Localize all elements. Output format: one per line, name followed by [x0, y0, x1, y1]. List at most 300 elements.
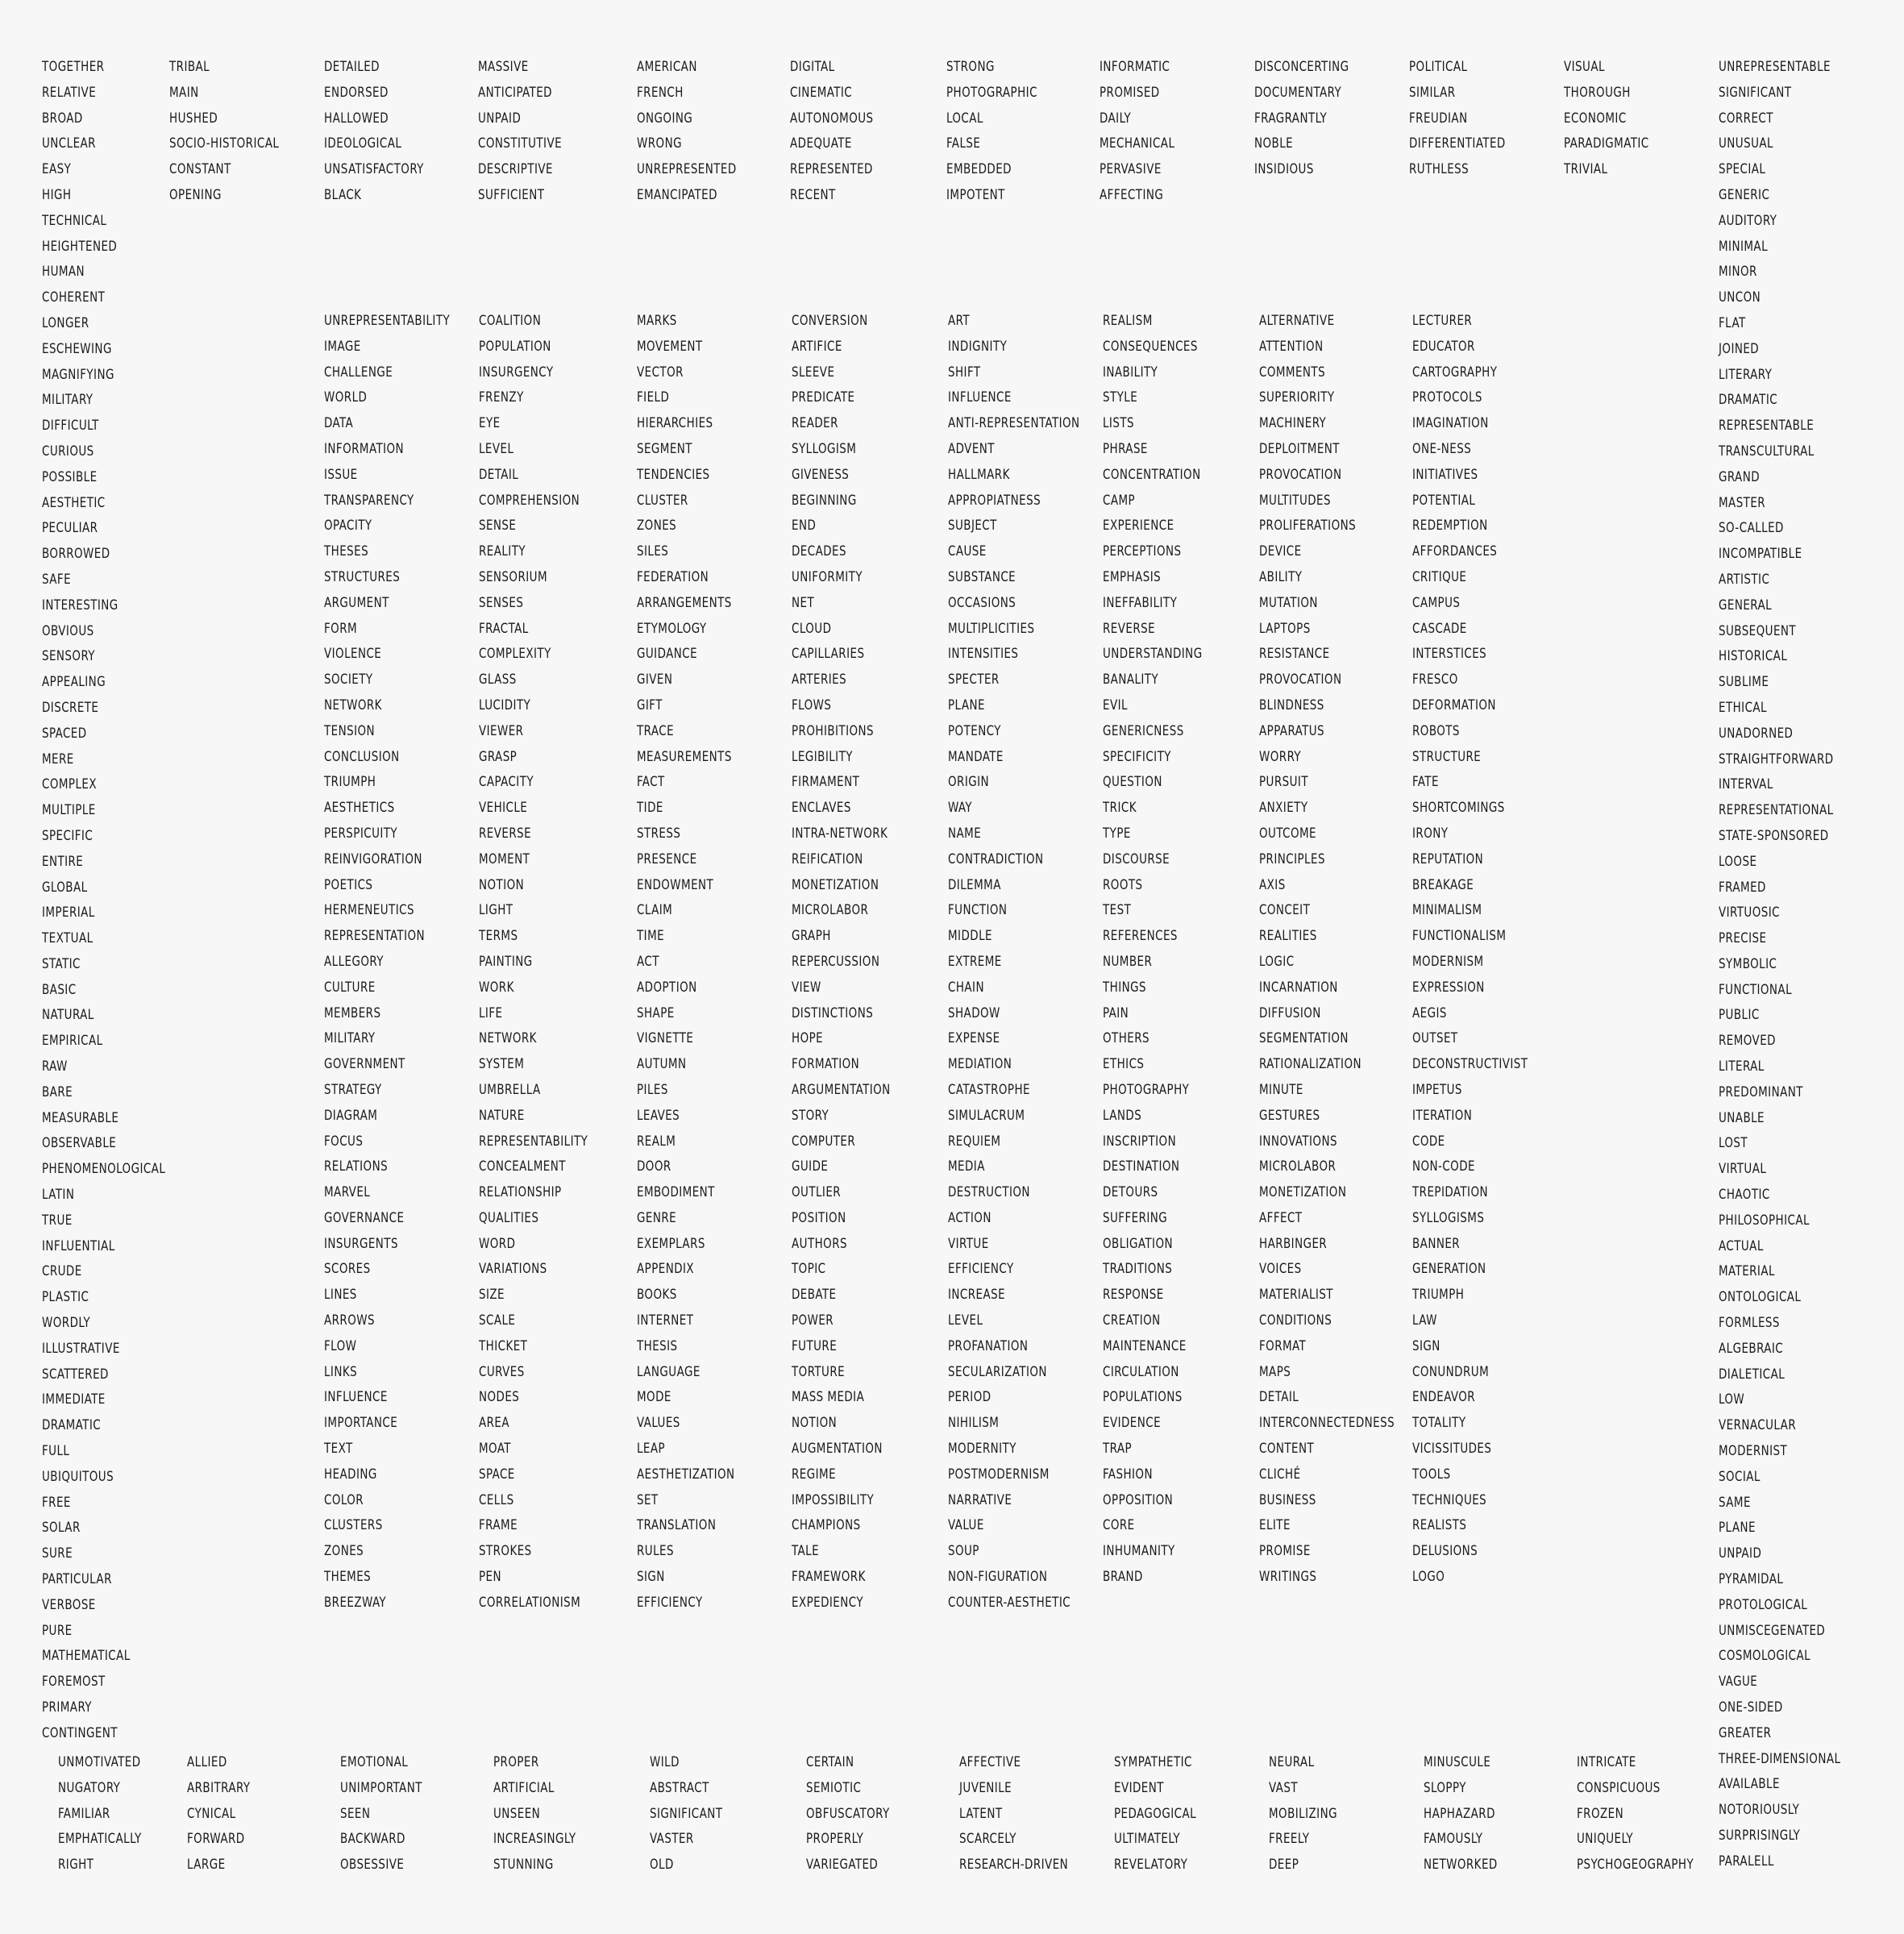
- word: THINGS: [1103, 979, 1146, 996]
- word: AUTUMN: [637, 1056, 687, 1073]
- noun-column-2: [479, 309, 603, 1616]
- word: DEVICE: [1259, 543, 1302, 560]
- word: SUFFICIENT: [478, 186, 545, 203]
- word: FORWARD: [187, 1831, 245, 1848]
- word: PRINCIPLES: [1259, 851, 1325, 867]
- word: CRUDE: [42, 1263, 82, 1280]
- word: FACT: [637, 774, 665, 791]
- word: REPRESENTABLE: [1719, 418, 1815, 435]
- word: OBVIOUS: [42, 622, 94, 639]
- word: INABILITY: [1103, 364, 1158, 381]
- word: AXIS: [1259, 876, 1286, 893]
- word: CONTENT: [1259, 1441, 1315, 1458]
- word: CORRELATIONISM: [479, 1594, 581, 1611]
- word: MASS MEDIA: [792, 1389, 865, 1406]
- word: GUIDANCE: [637, 646, 698, 663]
- word: CAUSE: [948, 543, 987, 560]
- word: MINUSCULE: [1424, 1754, 1491, 1770]
- word: MONETIZATION: [792, 876, 879, 893]
- word: COUNTER-AESTHETIC: [948, 1594, 1071, 1611]
- word: BANALITY: [1103, 672, 1159, 688]
- word: SOUP: [948, 1543, 979, 1560]
- word: SPECTER: [948, 672, 1000, 688]
- word: NOTORIOUSLY: [1719, 1802, 1800, 1819]
- word: SPACED: [42, 725, 87, 742]
- word: VALUE: [948, 1517, 984, 1534]
- word: MAPS: [1259, 1363, 1291, 1380]
- word: REPERCUSSION: [792, 953, 880, 970]
- word: IMAGINATION: [1412, 415, 1489, 432]
- word: IMPERIAL: [42, 905, 95, 921]
- noun-column-1: [324, 309, 467, 1616]
- word: STATE-SPONSORED: [1719, 827, 1829, 844]
- word: IDEOLOGICAL: [324, 135, 402, 152]
- noun-column-7: [1259, 309, 1413, 1591]
- word: GENRE: [637, 1209, 677, 1226]
- word: REVELATORY: [1114, 1857, 1188, 1874]
- word: VASTER: [650, 1831, 694, 1848]
- word: NAME: [948, 825, 982, 842]
- word: DETOURS: [1103, 1184, 1158, 1201]
- word: EVIL: [1103, 697, 1128, 713]
- word: MERE: [42, 751, 74, 767]
- word: MULTITUDES: [1259, 492, 1331, 509]
- word: SIMULACRUM: [948, 1107, 1025, 1124]
- word: TECHNICAL: [42, 212, 107, 229]
- word: SENSES: [479, 594, 524, 611]
- word: ART: [948, 313, 971, 329]
- word: PHILOSOPHICAL: [1719, 1212, 1810, 1229]
- word: CELLS: [479, 1491, 514, 1508]
- word: SYSTEM: [479, 1056, 525, 1073]
- word: LATIN: [42, 1187, 75, 1204]
- word: UNUSUAL: [1719, 135, 1773, 152]
- word: SET: [637, 1491, 659, 1508]
- word: DIALETICAL: [1719, 1366, 1786, 1383]
- word: AUTONOMOUS: [790, 110, 874, 127]
- word: TIDE: [637, 800, 663, 817]
- word: FATE: [1412, 774, 1439, 791]
- word: NATURE: [479, 1107, 525, 1124]
- word: LOST: [1719, 1135, 1748, 1152]
- word: CYNICAL: [187, 1805, 236, 1822]
- word: COHERENT: [42, 289, 106, 306]
- word: MEASURABLE: [42, 1109, 119, 1126]
- word: FREUDIAN: [1409, 110, 1468, 127]
- word: VISUAL: [1564, 59, 1605, 75]
- word: APPEALING: [42, 674, 106, 691]
- word: VARIEGATED: [806, 1857, 879, 1874]
- word: ENDOWMENT: [637, 876, 714, 893]
- word: RAW: [42, 1059, 68, 1075]
- word: CODE: [1412, 1133, 1445, 1150]
- word: ULTIMATELY: [1114, 1831, 1180, 1848]
- word: PLANE: [1719, 1520, 1756, 1537]
- word: INCARNATION: [1259, 979, 1338, 996]
- word: FRAGRANTLY: [1254, 110, 1328, 127]
- word: LITERAL: [1719, 1059, 1765, 1075]
- word: TEXTUAL: [42, 930, 94, 947]
- word: AMERICAN: [637, 59, 697, 75]
- noun-column-5: [948, 309, 1098, 1616]
- word: INSIDIOUS: [1254, 161, 1314, 178]
- word: OPENING: [169, 186, 222, 203]
- word: PEDAGOGICAL: [1114, 1805, 1197, 1822]
- word: SCORES: [324, 1261, 371, 1278]
- word: EXPEDIENCY: [792, 1594, 864, 1611]
- word: STRUCTURE: [1412, 748, 1482, 765]
- word: CASCADE: [1412, 620, 1467, 637]
- word: PAINTING: [479, 953, 533, 970]
- word: MODERNITY: [948, 1441, 1016, 1458]
- word: STATIC: [42, 955, 81, 972]
- word: PUBLIC: [1719, 1007, 1760, 1024]
- word: CORE: [1103, 1517, 1135, 1534]
- word: REPRESENTABILITY: [479, 1133, 588, 1150]
- word: AEGIS: [1412, 1004, 1447, 1021]
- word: FASHION: [1103, 1466, 1153, 1483]
- word: ROBOTS: [1412, 722, 1460, 739]
- word: AUTHORS: [792, 1235, 847, 1252]
- word: SENSORIUM: [479, 568, 548, 585]
- word: ITERATION: [1412, 1107, 1473, 1124]
- word: CAMPUS: [1412, 594, 1461, 611]
- word: MACHINERY: [1259, 415, 1327, 432]
- word: PLANE: [948, 697, 985, 713]
- word: UMBRELLA: [479, 1081, 541, 1098]
- word: REDEMPTION: [1412, 518, 1488, 534]
- word: FREE: [42, 1494, 71, 1511]
- word: MOBILIZING: [1269, 1805, 1337, 1822]
- word: ARTISTIC: [1719, 571, 1770, 588]
- word: GENERIC: [1719, 186, 1770, 203]
- word: SUFFERING: [1103, 1209, 1168, 1226]
- word: FIRMAMENT: [792, 774, 860, 791]
- word: GIVEN: [637, 672, 673, 688]
- word: MEDIATION: [948, 1056, 1012, 1073]
- bottom-column-1: [58, 1750, 153, 1878]
- word: IMPORTANCE: [324, 1415, 398, 1432]
- word: PRIMARY: [42, 1699, 92, 1716]
- word: STORY: [792, 1107, 829, 1124]
- word: NOBLE: [1254, 135, 1294, 152]
- word: CONCEIT: [1259, 902, 1311, 919]
- word: PROTOLOGICAL: [1719, 1596, 1808, 1613]
- word: LAW: [1412, 1312, 1437, 1329]
- word: HEIGHTENED: [42, 238, 118, 255]
- word: LATENT: [959, 1805, 1003, 1822]
- word: MASSIVE: [478, 59, 529, 75]
- word: ISSUE: [324, 466, 358, 483]
- word: WORRY: [1259, 748, 1302, 765]
- word: FALSE: [946, 135, 981, 152]
- word: NETWORKED: [1424, 1857, 1498, 1874]
- word: FORMAT: [1259, 1337, 1307, 1354]
- word: MATHEMATICAL: [42, 1648, 131, 1665]
- word: TRIUMPH: [1412, 1287, 1465, 1304]
- word: POLITICAL: [1409, 59, 1468, 75]
- word: ZONES: [637, 518, 677, 534]
- word: HISTORICAL: [1719, 648, 1788, 665]
- word: EFFICIENCY: [948, 1261, 1014, 1278]
- word: LEGIBILITY: [792, 748, 853, 765]
- word: MICROLABOR: [792, 902, 869, 919]
- word: WRONG: [637, 135, 682, 152]
- word: INCOMPATIBLE: [1719, 546, 1802, 563]
- word: SENSE: [479, 518, 517, 534]
- word: TRIUMPH: [324, 774, 376, 791]
- word: BREAKAGE: [1412, 876, 1474, 893]
- word: STROKES: [479, 1543, 532, 1560]
- word: HUMAN: [42, 264, 85, 281]
- word: PROPERLY: [806, 1831, 864, 1848]
- word: GENERATION: [1412, 1261, 1486, 1278]
- word: VIGNETTE: [637, 1030, 694, 1047]
- word: FRAME: [479, 1517, 518, 1534]
- word: FRENCH: [637, 84, 684, 101]
- word: RESPONSE: [1103, 1287, 1164, 1304]
- word: HUSHED: [169, 110, 218, 127]
- word: VERBOSE: [42, 1596, 96, 1613]
- word: DEFORMATION: [1412, 697, 1496, 713]
- word: POTENTIAL: [1412, 492, 1476, 509]
- word: OCCASIONS: [948, 594, 1016, 611]
- top-column-7: [946, 55, 1050, 209]
- word: LEVEL: [948, 1312, 983, 1329]
- word: INTRA-NETWORK: [792, 825, 888, 842]
- word: DIGITAL: [790, 59, 835, 75]
- word: REINVIGORATION: [324, 851, 422, 867]
- word: DECONSTRUCTIVIST: [1412, 1056, 1528, 1073]
- word: IMPOTENT: [946, 186, 1005, 203]
- word: MANDATE: [948, 748, 1004, 765]
- word: PREDICATE: [792, 389, 855, 406]
- word: UNREPRESENTED: [637, 161, 737, 178]
- word: INNOVATIONS: [1259, 1133, 1337, 1150]
- word: SEGMENT: [637, 440, 692, 457]
- word: ENCLAVES: [792, 800, 851, 817]
- word: STRATEGY: [324, 1081, 382, 1098]
- word: EXEMPLARS: [637, 1235, 705, 1252]
- word: WAY: [948, 800, 973, 817]
- word: ZONES: [324, 1543, 364, 1560]
- word: VIOLENCE: [324, 646, 382, 663]
- word: VECTOR: [637, 364, 684, 381]
- word: SOCIAL: [1719, 1468, 1761, 1485]
- word: ETHICS: [1103, 1056, 1145, 1073]
- word: EVIDENT: [1114, 1779, 1164, 1796]
- word: INSURGENCY: [479, 364, 554, 381]
- word: DRAMATIC: [42, 1417, 102, 1434]
- word: ALTERNATIVE: [1259, 313, 1335, 329]
- word: SIMILAR: [1409, 84, 1456, 101]
- word: OUTSET: [1412, 1030, 1458, 1047]
- word: SYMPATHETIC: [1114, 1754, 1192, 1770]
- word: SOCIO-HISTORICAL: [169, 135, 280, 152]
- noun-column-6: [1103, 309, 1216, 1591]
- bottom-column-6: [806, 1750, 901, 1878]
- word: CREATION: [1103, 1312, 1161, 1329]
- word: CARTOGRAPHY: [1412, 364, 1498, 381]
- word: BROAD: [42, 110, 83, 127]
- word: ALGEBRAIC: [1719, 1340, 1784, 1357]
- word: DECADES: [792, 543, 846, 560]
- word: UNCLEAR: [42, 135, 96, 152]
- bottom-column-3: [340, 1750, 434, 1878]
- word: TRUE: [42, 1212, 73, 1229]
- word: ARTERIES: [792, 672, 847, 688]
- top-column-9: [1254, 55, 1362, 183]
- word: RELATIONSHIP: [479, 1184, 562, 1201]
- word: TENDENCIES: [637, 466, 710, 483]
- word: PERSPICUITY: [324, 825, 398, 842]
- word: GOVERNMENT: [324, 1056, 405, 1073]
- word: MODERNIST: [1719, 1443, 1788, 1460]
- word: PURE: [42, 1622, 73, 1639]
- word: FRAMED: [1719, 879, 1766, 896]
- word: QUALITIES: [479, 1209, 539, 1226]
- word: HEADING: [324, 1466, 377, 1483]
- word: EMPIRICAL: [42, 1033, 103, 1050]
- word: ARROWS: [324, 1312, 376, 1329]
- word: ONTOLOGICAL: [1719, 1289, 1802, 1306]
- word: PURSUIT: [1259, 774, 1308, 791]
- word: TRANSLATION: [637, 1517, 717, 1534]
- word: ONE-SIDED: [1719, 1699, 1783, 1716]
- word: LIGHT: [479, 902, 513, 919]
- word: SAFE: [42, 571, 72, 588]
- word: IRONY: [1412, 825, 1449, 842]
- word: AESTHETIZATION: [637, 1466, 735, 1483]
- word: GOVERNANCE: [324, 1209, 405, 1226]
- word: RUTHLESS: [1409, 161, 1470, 178]
- word: MEDIA: [948, 1158, 985, 1175]
- word: TEXT: [324, 1441, 353, 1458]
- word: NON-FIGURATION: [948, 1569, 1048, 1586]
- word: PROVOCATION: [1259, 466, 1342, 483]
- word: ENDORSED: [324, 84, 389, 101]
- word: LINKS: [324, 1363, 358, 1380]
- word: SLEEVE: [792, 364, 835, 381]
- word: NIHILISM: [948, 1415, 1000, 1432]
- word: DIFFICULT: [42, 418, 99, 435]
- word: FLOW: [324, 1337, 357, 1354]
- word: DEPLOITMENT: [1259, 440, 1340, 457]
- word: CLAIM: [637, 902, 673, 919]
- word: VALUES: [637, 1415, 680, 1432]
- word: MAINTENANCE: [1103, 1337, 1187, 1354]
- word: FOREMOST: [42, 1674, 106, 1691]
- word: TRANSCULTURAL: [1719, 443, 1815, 460]
- word: PREDOMINANT: [1719, 1083, 1803, 1100]
- word: PHOTOGRAPHY: [1103, 1081, 1190, 1098]
- word: FEDERATION: [637, 568, 709, 585]
- word: MARVEL: [324, 1184, 371, 1201]
- word: LISTS: [1103, 415, 1134, 432]
- word: EASY: [42, 161, 72, 178]
- word: FUNCTION: [948, 902, 1008, 919]
- word: CONCEALMENT: [479, 1158, 566, 1175]
- word: PROMISE: [1259, 1543, 1311, 1560]
- word: BLINDNESS: [1259, 697, 1324, 713]
- word: REPUTATION: [1412, 851, 1484, 867]
- word: EMPHATICALLY: [58, 1831, 142, 1848]
- word: VIRTUAL: [1719, 1161, 1767, 1178]
- word: WILD: [650, 1754, 680, 1770]
- word: FIELD: [637, 389, 670, 406]
- word: UNCON: [1719, 289, 1761, 306]
- word: NARRATIVE: [948, 1491, 1012, 1508]
- word: MATERIAL: [1719, 1263, 1775, 1280]
- word: NODES: [479, 1389, 520, 1406]
- word: NET: [792, 594, 815, 611]
- word: DIFFERENTIATED: [1409, 135, 1506, 152]
- word: INFORMATIC: [1100, 59, 1170, 75]
- word: MOVEMENT: [637, 338, 703, 355]
- word: STYLE: [1103, 389, 1138, 406]
- word: BANNER: [1412, 1235, 1461, 1252]
- word: PERCEPTIONS: [1103, 543, 1182, 560]
- word: SCATTERED: [42, 1366, 109, 1383]
- word: COMPLEX: [42, 776, 98, 793]
- word: FAMOUSLY: [1424, 1831, 1483, 1848]
- word: CIRCULATION: [1103, 1363, 1179, 1380]
- word: TECHNIQUES: [1412, 1491, 1487, 1508]
- word: UNABLE: [1719, 1109, 1765, 1126]
- word: BASIC: [42, 981, 77, 998]
- word: THICKET: [479, 1337, 528, 1354]
- word: RIGHT: [58, 1857, 94, 1874]
- word: OUTLIER: [792, 1184, 842, 1201]
- word: BLACK: [324, 186, 362, 203]
- top-column-8: [1100, 55, 1185, 209]
- word: SOCIETY: [324, 672, 373, 688]
- word: STRAIGHTFORWARD: [1719, 751, 1834, 767]
- word: GENERICNESS: [1103, 722, 1184, 739]
- word: THESES: [324, 543, 369, 560]
- word: ARTIFICIAL: [493, 1779, 555, 1796]
- top-column-3: [324, 55, 438, 209]
- word: VIRTUOSIC: [1719, 905, 1780, 921]
- word: AFFECTING: [1100, 186, 1164, 203]
- word: EDUCATOR: [1412, 338, 1475, 355]
- word: CONSTITUTIVE: [478, 135, 563, 152]
- word: CAPILLARIES: [792, 646, 865, 663]
- word: OBSERVABLE: [42, 1135, 117, 1152]
- word: STRUCTURES: [324, 568, 401, 585]
- word: BUSINESS: [1259, 1491, 1316, 1508]
- word: LEVEL: [479, 440, 514, 457]
- word: CONCENTRATION: [1103, 466, 1201, 483]
- word: AFFECT: [1259, 1209, 1303, 1226]
- word: THESIS: [637, 1337, 678, 1354]
- word: FROZEN: [1577, 1805, 1624, 1822]
- word: ADVENT: [948, 440, 995, 457]
- word: POPULATION: [479, 338, 551, 355]
- word: UNIFORMITY: [792, 568, 863, 585]
- word: DOOR: [637, 1158, 671, 1175]
- word: APPENDIX: [637, 1261, 695, 1278]
- word: MILITARY: [324, 1030, 376, 1047]
- word: ILLUSTRATIVE: [42, 1340, 120, 1357]
- word: PROMISED: [1100, 84, 1160, 101]
- word: CLICHÉ: [1259, 1466, 1301, 1483]
- word: REGIME: [792, 1466, 837, 1483]
- word: MINIMAL: [1719, 238, 1769, 255]
- word: PYRAMIDAL: [1719, 1571, 1784, 1588]
- word: AESTHETICS: [324, 800, 395, 817]
- word: DELUSIONS: [1412, 1543, 1478, 1560]
